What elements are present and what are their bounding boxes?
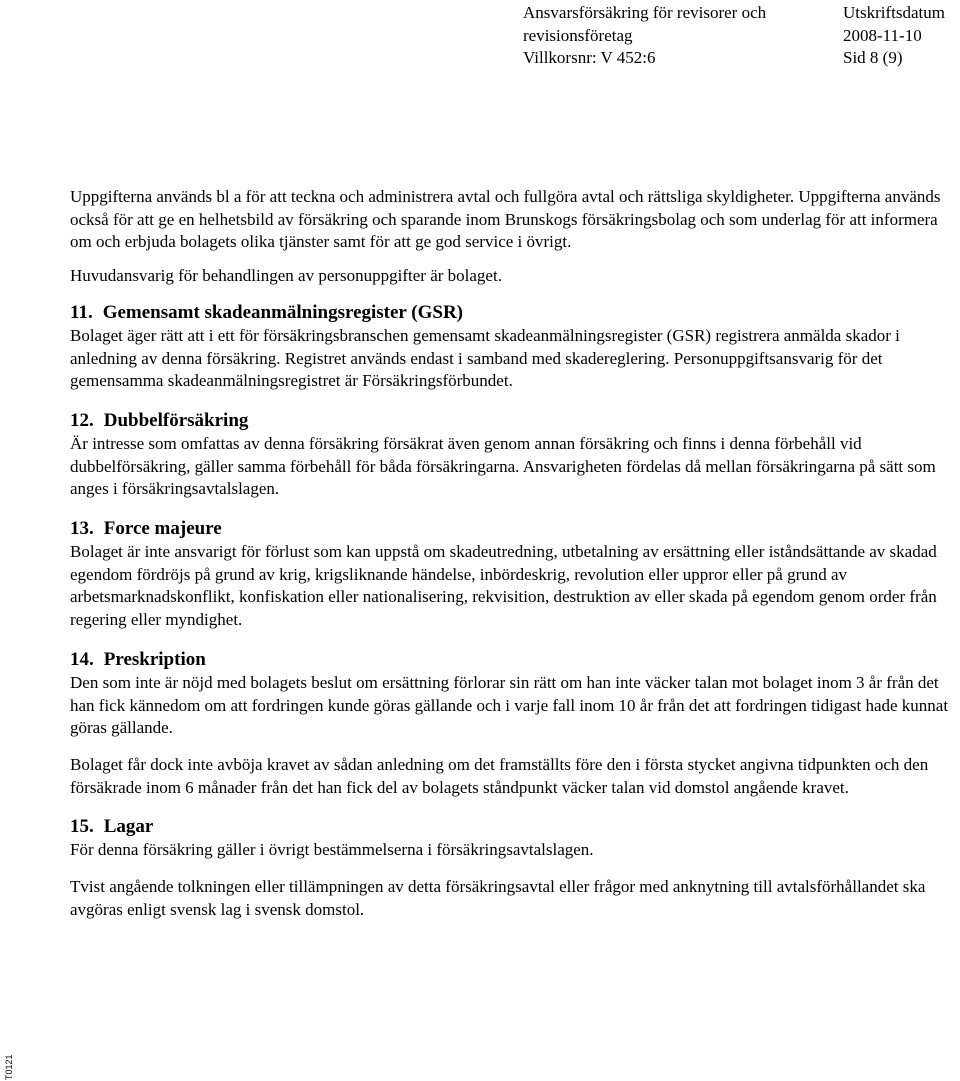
section-heading: 11. Gemensamt skadeanmälningsregister (GSR) xyxy=(70,301,463,323)
section-paragraph: Tvist angående tolkningen eller tillämpningen av detta försäkringsavtal eller frågor med anknytning till avtalsförhållandet ska avgöras enligt svensk lag i svensk domstol. xyxy=(70,877,926,919)
section-heading: 13. Force majeure xyxy=(70,518,222,540)
page-header xyxy=(0,0,960,80)
section-13 xyxy=(70,517,950,632)
print-date: 2008-11-10 xyxy=(843,25,922,45)
section-15 xyxy=(70,815,950,921)
section-paragraph: Är intresse som omfattas av denna försäkring försäkrat även genom annan försäkring och finns i denna förbehåll vid dubbelförsäkring, gäller samma förbehåll för båda försäkringarna. Ansvarigheten fördelas då mellan försäkringarna på sätt som anges i försäkringsavtalslagen. xyxy=(70,433,936,499)
section-14 xyxy=(70,648,950,800)
section-paragraph: Bolaget är inte ansvarigt för förlust som kan uppstå om skadeutredning, utbetalning av ersättning eller iståndsättande av skadad egendom fördröjs på grund av krig, krigsliknande händelse, inbördeskrig, revolution eller uppror eller på grund av arbetsmarknadskonflikt, konfiskation eller nationalisering, rekvisition, destruktion av eller skada på egendom genom order från regering eller myndighet. xyxy=(70,542,937,630)
section-heading: 12. Dubbelförsäkring xyxy=(70,409,249,431)
section-heading: 14. Preskription xyxy=(70,648,206,670)
section-paragraph: Bolaget får dock inte avböja kravet av sådan anledning om det framställts före den i första stycket angivna tidpunkten och den försäkrade inom 6 månader från det han fick del av bolagets ståndpunkt väcker talan vid domstol angående kravet. xyxy=(70,754,929,797)
print-info xyxy=(843,2,945,70)
section-heading: 15. Lagar xyxy=(70,816,154,838)
document-title-line-2: revisionsföretag xyxy=(523,25,633,45)
print-date-label: Utskriftsdatum xyxy=(843,3,945,22)
document-body xyxy=(70,186,950,932)
section-paragraph: Bolaget äger rätt att i ett för försäkringsbranschen gemensamt skadeanmälningsregister (GSR) registrera anmälda skador i anledning av denna försäkring. Registret används endast i samband med skadereglering. Personuppgiftsansvarig för det gemensamma skadeanmälningsregistret är Försäkringsförbundet. xyxy=(70,325,900,391)
policy-number: Villkorsnr: V 452:6 xyxy=(523,48,656,67)
section-paragraph: För denna försäkring gäller i övrigt bestämmelserna i försäkringsavtalslagen. xyxy=(70,840,594,860)
paragraph-responsibility: Huvudansvarig för behandlingen av personuppgifter är bolaget. xyxy=(70,266,502,286)
document-title-line-1: Ansvarsförsäkring för revisorer och xyxy=(523,3,767,22)
page-number: Sid 8 (9) xyxy=(843,48,903,67)
document-info xyxy=(523,2,766,70)
paragraph-data-usage: Uppgifterna används bl a för att teckna och administrera avtal och fullgöra avtal och rättsliga skyldigheter. Uppgifterna används också för att ge en helhetsbild av försäkring och sparande inom Brunskogs försäkringsbolag och som underlag för att informera om och erbjuda bolagets olika tjänster samt för att ge god service i övrigt. xyxy=(70,187,941,252)
section-paragraph: Den som inte är nöjd med bolagets beslut om ersättning förlorar sin rätt om han inte väcker talan mot bolaget inom 3 år från det han fick kännedom om att fordringen kunde göras gällande och i varje fall inom 10 år från det att fordringen tidigast hade kunnat göras gällande. xyxy=(70,672,949,738)
form-code: T0121 xyxy=(4,1054,14,1080)
section-12 xyxy=(70,409,950,501)
section-11 xyxy=(70,301,950,393)
